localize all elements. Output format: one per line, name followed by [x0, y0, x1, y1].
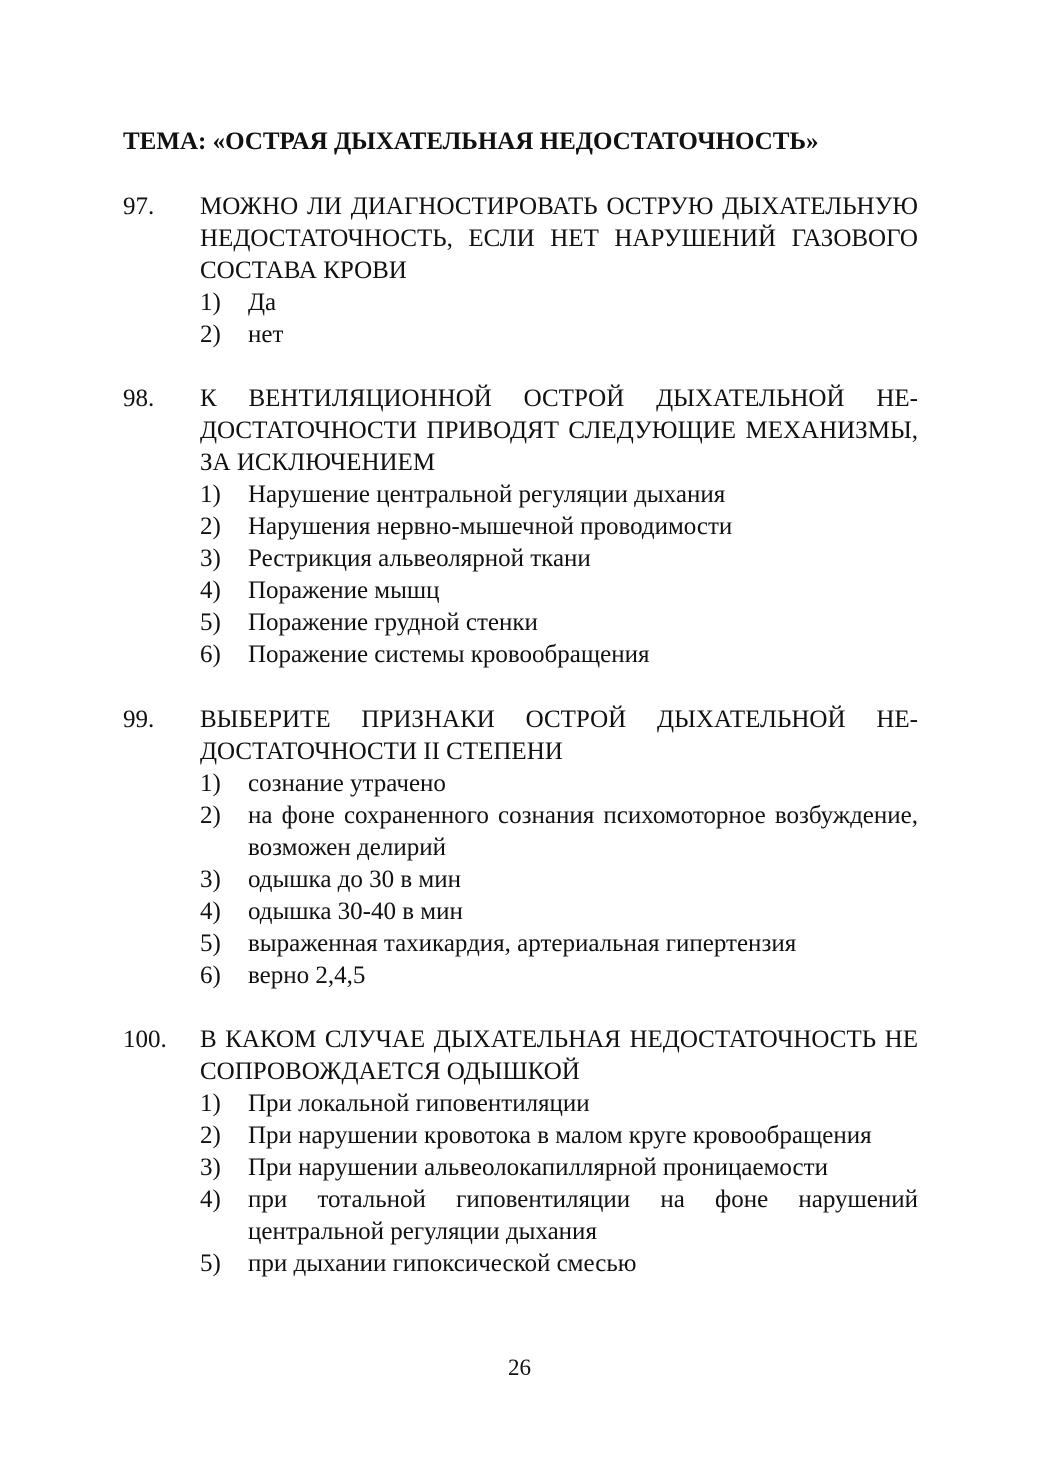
- option-text: при тотальной гиповентиляции на фоне нарушений центральной регуляции дыхания: [248, 1186, 918, 1245]
- answer-option: [123, 543, 918, 575]
- option-text: одышка до 30 в мин: [248, 866, 462, 893]
- topic-heading: ТЕМА: «ОСТРАЯ ДЫХАТЕЛЬНАЯ НЕДОСТАТОЧНОСТЬ»: [123, 128, 819, 155]
- question-header: [123, 1024, 918, 1088]
- question-100: [123, 1024, 918, 1280]
- option-number: 2): [200, 321, 221, 348]
- answer-option: [123, 1120, 918, 1152]
- option-text: Рестрикция альвеолярной ткани: [248, 545, 591, 572]
- question-97: [123, 191, 918, 351]
- answer-option: [123, 1088, 918, 1120]
- answer-option: [123, 1184, 918, 1248]
- answer-option: [123, 479, 918, 511]
- answer-option: [123, 960, 918, 992]
- question-header: [123, 191, 918, 287]
- question-99: [123, 704, 918, 992]
- question-text: ВЫБЕРИТЕ ПРИЗНАКИ ОСТРОЙ ДЫХАТЕЛЬНОЙ НЕДОСТАТОЧНОСТИ II СТЕПЕНИ: [200, 706, 918, 765]
- question-number: 99.: [123, 706, 155, 733]
- answer-option: [123, 607, 918, 639]
- question-text: МОЖНО ЛИ ДИАГНОСТИРОВАТЬ ОСТРУЮ ДЫХАТЕЛЬНУЮ НЕДОСТАТОЧНОСТЬ, ЕСЛИ НЕТ НАРУШЕНИЙ ГАЗОВОГО СОСТАВА КРОВИ: [200, 193, 918, 284]
- option-text: Поражение мышц: [248, 577, 440, 604]
- answer-option: [123, 639, 918, 671]
- option-text: Поражение грудной стенки: [248, 609, 538, 636]
- option-number: 5): [200, 609, 221, 636]
- option-number: 2): [200, 1122, 221, 1149]
- question-header: [123, 383, 918, 479]
- answer-option: [123, 319, 918, 351]
- answer-option: [123, 864, 918, 896]
- question-number: 100.: [123, 1026, 167, 1053]
- option-text: Нарушения нервно-мышечной проводимости: [248, 513, 733, 540]
- option-text: одышка 30-40 в мин: [248, 898, 463, 925]
- option-number: 5): [200, 930, 221, 957]
- option-number: 3): [200, 866, 221, 893]
- question-text: В КАКОМ СЛУЧАЕ ДЫХАТЕЛЬНАЯ НЕДОСТАТОЧНОСТЬ НЕ СОПРОВОЖДАЕТСЯ ОДЫШКОЙ: [200, 1026, 918, 1085]
- option-text: Поражение системы кровообращения: [248, 641, 650, 668]
- option-number: 3): [200, 1154, 221, 1181]
- option-text: при дыхании гипоксической смесью: [248, 1250, 637, 1277]
- option-number: 1): [200, 289, 221, 316]
- option-number: 5): [200, 1250, 221, 1277]
- option-text: нет: [248, 321, 284, 348]
- answer-option: [123, 1152, 918, 1184]
- answer-option: [123, 1248, 918, 1280]
- answer-option: [123, 928, 918, 960]
- answer-option: [123, 575, 918, 607]
- option-text: При локальной гиповентиляции: [248, 1090, 590, 1117]
- option-number: 2): [200, 802, 221, 829]
- option-number: 6): [200, 641, 221, 668]
- question-number: 98.: [123, 385, 155, 412]
- question-number: 97.: [123, 193, 155, 220]
- option-text: Да: [248, 289, 277, 316]
- option-text: сознание утрачено: [248, 770, 446, 797]
- option-number: 4): [200, 898, 221, 925]
- answer-options: [123, 1088, 918, 1280]
- option-text: При нарушении альвеолокапиллярной проницаемости: [248, 1154, 828, 1181]
- option-number: 4): [200, 1186, 221, 1213]
- answer-option: [123, 896, 918, 928]
- question-text: К ВЕНТИЛЯЦИОННОЙ ОСТРОЙ ДЫХАТЕЛЬНОЙ НЕДОСТАТОЧНОСТИ ПРИВОДЯТ СЛЕДУЮЩИЕ МЕХАНИЗМЫ, ЗА ИСКЛЮЧЕНИЕМ: [200, 385, 918, 476]
- answer-option: [123, 511, 918, 543]
- answer-options: [123, 768, 918, 992]
- option-number: 6): [200, 962, 221, 989]
- option-number: 2): [200, 513, 221, 540]
- option-text: выраженная тахикардия, артериальная гипертензия: [248, 930, 797, 957]
- question-98: [123, 383, 918, 671]
- page-number: 26: [508, 1355, 531, 1380]
- answer-options: [123, 287, 918, 351]
- option-text: Нарушение центральной регуляции дыхания: [248, 481, 726, 508]
- option-number: 3): [200, 545, 221, 572]
- answer-options: [123, 479, 918, 671]
- option-number: 4): [200, 577, 221, 604]
- option-text: При нарушении кровотока в малом круге кровообращения: [248, 1122, 872, 1149]
- answer-option: [123, 768, 918, 800]
- option-number: 1): [200, 770, 221, 797]
- answer-option: [123, 287, 918, 319]
- answer-option: [123, 800, 918, 864]
- question-header: [123, 704, 918, 768]
- option-number: 1): [200, 1090, 221, 1117]
- option-text: верно 2,4,5: [248, 962, 366, 989]
- option-text: на фоне сохраненного сознания психомоторное возбуждение, возможен делирий: [248, 802, 918, 861]
- option-number: 1): [200, 481, 221, 508]
